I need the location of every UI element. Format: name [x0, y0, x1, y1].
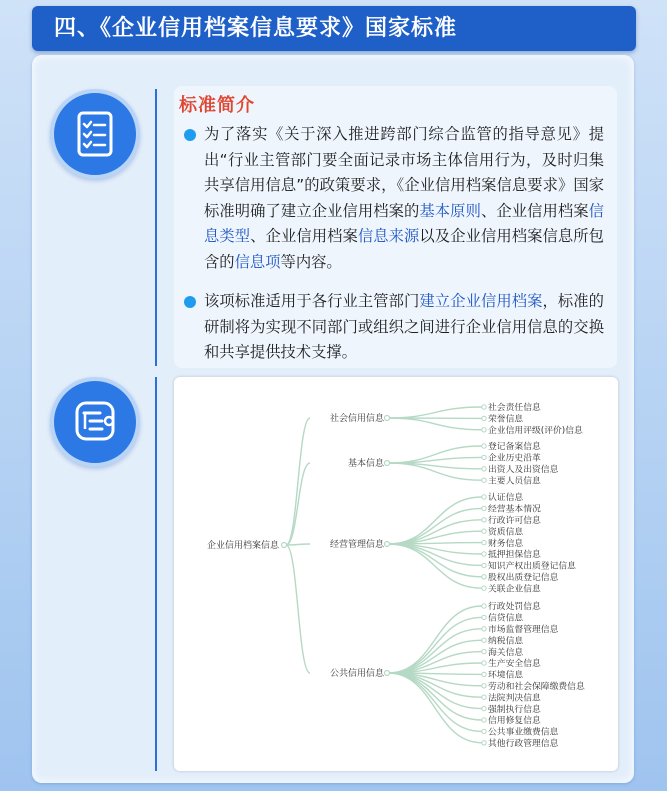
leaf-node-dot	[482, 718, 486, 722]
leaf-node-dot	[482, 649, 486, 653]
leaf-node-label: 强制执行信息	[488, 704, 541, 715]
leaf-node-dot	[482, 729, 486, 733]
leaf-node-dot	[482, 495, 486, 499]
leaf-node-label: 其他行政管理信息	[488, 739, 559, 749]
leaf-node-dot	[482, 428, 486, 432]
leaf-node-dot	[482, 518, 486, 522]
leaf-node-label: 纳税信息	[488, 636, 524, 647]
leaf-node-dot	[482, 741, 486, 745]
leaf-node-dot	[482, 405, 486, 409]
leaf-node-label: 抵押担保信息	[488, 550, 541, 561]
root-node-label: 企业信用档案信息	[206, 541, 279, 552]
leaf-node-dot	[482, 529, 486, 533]
highlight-text: 信息类型	[204, 201, 604, 245]
highlight-text: 基本原则	[419, 201, 481, 220]
paragraph-text	[204, 292, 604, 361]
text-run: 、企业信用档案	[480, 201, 589, 220]
text-run: ，标准的研制将为实现不同部门或组织之间进行企业信用信息的交换和共享提供技术支撑。	[204, 292, 604, 361]
group-node-dot	[385, 416, 390, 421]
intro-card	[174, 86, 617, 368]
leaf-node-label: 主要人员信息	[488, 476, 541, 487]
root-node-dot	[282, 543, 287, 548]
leaf-node-label: 劳动和社会保障缴费信息	[488, 682, 585, 692]
leaf-node-label: 社会责任信息	[488, 403, 541, 414]
text-run: 为了落实《关于深入推进跨部门综合监管的指导意见》提出“行业主管部门要全面记录市场主体信用行为，及时归集共享信用信息”的政策要求，《企业信用档案信息要求》国家标准明确了建立企业信用档案的	[204, 125, 604, 220]
leaf-node-label: 信贷信息	[488, 613, 524, 624]
leaf-node-label: 经营基本情况	[488, 504, 541, 515]
checklist-document-icon	[50, 89, 140, 179]
leaf-node-dot	[482, 467, 486, 471]
mind-map	[174, 377, 618, 771]
leaf-node-dot	[482, 506, 486, 510]
leaf-node-dot	[482, 615, 486, 619]
group-node-label: 基本信息	[347, 459, 384, 470]
leaf-node-dot	[482, 416, 486, 420]
leaf-node-label: 财务信息	[488, 538, 524, 549]
leaf-node-label: 关联企业信息	[488, 584, 541, 595]
leaf-node-label: 市场监督管理信息	[488, 625, 559, 635]
leaf-node-label: 法院判决信息	[488, 693, 541, 704]
leaf-node-dot	[482, 575, 486, 579]
leaf-node-dot	[482, 444, 486, 448]
leaf-node-label: 股权出质登记信息	[488, 573, 559, 583]
tree-branch	[388, 544, 482, 588]
tree-branch	[286, 544, 310, 545]
highlight-text: 建立企业信用档案	[419, 292, 543, 310]
leaf-node-label: 生产安全信息	[488, 659, 541, 670]
text-run: 等内容。	[280, 252, 342, 271]
group-node-label: 经营管理信息	[329, 540, 384, 551]
tree-branch	[388, 544, 482, 565]
mind-map-card	[174, 377, 618, 771]
leaf-node-dot	[482, 540, 486, 544]
section-header	[32, 6, 636, 51]
bullet-dot	[184, 129, 196, 141]
leaf-node-dot	[482, 455, 486, 459]
intro-title: 标准简介	[179, 95, 255, 116]
tree-branch	[388, 418, 482, 430]
tree-branch	[388, 652, 482, 673]
leaf-node-label: 行政处罚信息	[488, 602, 541, 613]
leaf-node-dot	[482, 672, 486, 676]
text-run: 该项标准适用于各行业主管部门	[204, 292, 420, 310]
leaf-node-label: 公共事业缴费信息	[488, 727, 559, 738]
highlight-text: 信息项	[234, 252, 281, 271]
intro-paragraph-1	[204, 122, 604, 275]
leaf-node-label: 企业历史沿革	[488, 453, 541, 464]
group-node-dot	[385, 671, 390, 676]
tree-branch	[388, 673, 482, 731]
divider-line	[155, 89, 157, 366]
group-node-dot	[385, 542, 390, 547]
leaf-node-dot	[482, 552, 486, 556]
leaf-node-label: 资质信息	[488, 527, 524, 538]
leaf-node-dot	[482, 604, 486, 608]
leaf-node-label: 海关信息	[488, 647, 524, 658]
bullet-dot	[184, 296, 196, 308]
leaf-node-label: 信用修复信息	[488, 716, 541, 727]
divider-line	[155, 377, 157, 771]
intro-paragraph-2	[204, 289, 604, 366]
leaf-node-label: 认证信息	[488, 493, 524, 504]
leaf-node-dot	[482, 627, 486, 631]
leaf-node-dot	[482, 563, 486, 567]
tree-branch	[388, 457, 482, 463]
leaf-node-dot	[482, 695, 486, 699]
tree-branch	[388, 629, 482, 673]
group-node-label: 社会信用信息	[329, 414, 384, 425]
leaf-node-dot	[482, 478, 486, 482]
tree-branch	[388, 407, 482, 418]
leaf-node-dot	[482, 638, 486, 642]
leaf-node-label: 企业信用评级(评价)信息	[488, 426, 583, 436]
leaf-node-label: 出资人及出资信息	[488, 465, 559, 475]
group-node-label: 公共信用信息	[329, 669, 384, 680]
leaf-node-dot	[482, 706, 486, 710]
leaf-node-dot	[482, 684, 486, 688]
tree-branch	[286, 418, 310, 545]
highlight-text: 信息来源	[357, 227, 420, 245]
leaf-node-label: 行政许可信息	[488, 516, 541, 526]
leaf-node-label: 荣誉信息	[488, 414, 524, 425]
tree-branch	[388, 508, 482, 544]
text-run: 以及企业信用档案信息所包含的	[204, 227, 604, 271]
leaf-node-label: 登记备案信息	[488, 442, 541, 453]
tree-branch	[286, 545, 310, 673]
tree-branch	[388, 617, 482, 673]
leaf-node-label: 环境信息	[488, 670, 524, 681]
group-node-dot	[385, 461, 390, 466]
leaf-node-dot	[482, 661, 486, 665]
hierarchy-list-icon	[50, 377, 140, 467]
leaf-node-dot	[482, 586, 486, 590]
section-title: 四、《企业信用档案信息要求》国家标准	[54, 16, 458, 41]
leaf-node-label: 知识产权出质登记信息	[488, 561, 576, 572]
text-run: 、企业信用档案	[250, 227, 358, 245]
paragraph-text	[204, 125, 604, 271]
